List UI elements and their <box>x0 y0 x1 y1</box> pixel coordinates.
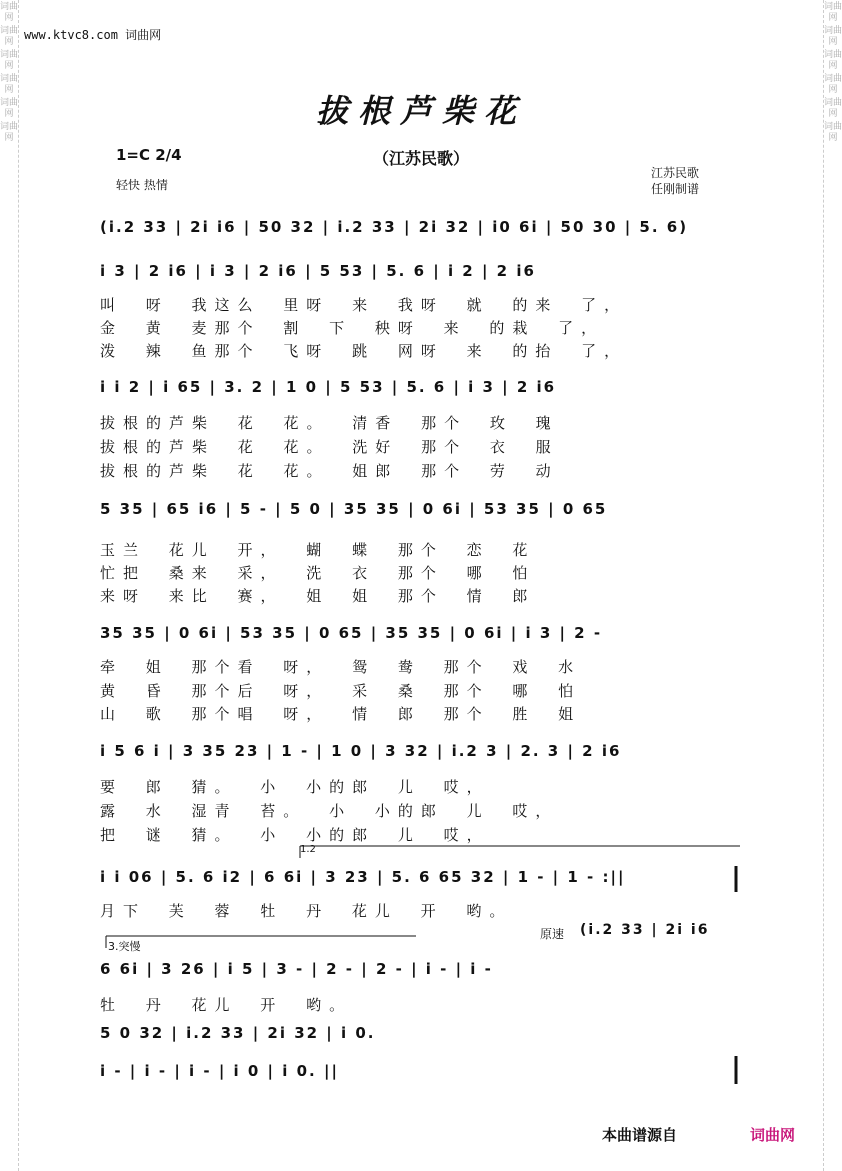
lyric-line: 山 歌 那个唱 呀， 情 郎 那个 胜 姐 <box>100 705 582 723</box>
score-row-4 <box>100 492 740 526</box>
notes: i 3 | 2 i6 | i 3 | 2 i6 | 5 53 | 5. 6 | i 2 | 2 i6 <box>100 262 536 280</box>
lyric-line: 牡 丹 花儿 开 哟。 <box>100 996 353 1014</box>
lyric-line: 月下 芙 蓉 牡 丹 花儿 开 哟。 <box>100 902 513 920</box>
notes: 5 35 | 65 i6 | 5 - | 5 0 | 35 35 | 0 6i | 53 35 | 0 65 <box>100 500 608 518</box>
volta-1-2: 1.2 <box>300 844 316 855</box>
alt-notes: (i.2 33 | 2i i6 <box>580 922 710 938</box>
lyric-line: 叫 呀 我这么 里呀 来 我呀 就 的来 了， <box>100 296 628 314</box>
key-signature: 1=C 2/4 <box>116 146 182 164</box>
lyric-line: 泼 辣 鱼那个 飞呀 跳 网呀 来 的抬 了， <box>100 342 628 360</box>
tempo-primo: 原速 <box>540 927 565 941</box>
score-row-8 <box>100 952 740 986</box>
lyric-line: 牵 姐 那个看 呀， 鸳 鸯 那个 戏 水 <box>100 658 582 676</box>
page-title: 拔根芦柴花 <box>315 92 526 130</box>
footer-source-label: 本曲谱源自 <box>602 1126 678 1144</box>
lyric-line: 把 谜 猜。 小 小的郎 儿 哎， <box>100 826 490 844</box>
notes: 35 35 | 0 6i | 53 35 | 0 65 | 35 35 | 0 6i | i 3 | 2 - <box>100 624 603 642</box>
notes: 5 0 32 | i.2 33 | 2i 32 | i 0. <box>100 1024 376 1042</box>
lyric-line: 露 水 湿青 苔。 小 小的郎 儿 哎， <box>100 802 559 820</box>
notes: i i 2 | i 65 | 3. 2 | 1 0 | 5 53 | 5. 6 | i 3 | 2 i6 <box>100 378 557 396</box>
score-row-2 <box>100 254 740 288</box>
score-row-6 <box>100 734 740 768</box>
score-row-7 <box>100 860 740 894</box>
source-url: www.ktvc8.com 词曲网 <box>24 28 162 42</box>
notes: (i.2 33 | 2i i6 | 50 32 | i.2 33 | 2i 32 | i0 6i | 50 30 | 5. 6) <box>100 218 689 236</box>
notes: i 5 6 i | 3 35 23 | 1 - | 1 0 | 3 32 | i.2 3 | 2. 3 | 2 i6 <box>100 742 622 760</box>
right-margin-watermark: 词曲网 词曲网 词曲网 词曲网 词曲网 词曲网 <box>823 0 842 1171</box>
tempo-marking: 轻快 热情 <box>116 178 168 192</box>
volta-3: 3.突慢 <box>108 940 141 953</box>
score-row-9-lower <box>100 1054 740 1088</box>
score-row-5 <box>100 616 740 650</box>
lyric-line: 金 黄 麦那个 割 下 秧呀 来 的栽 了， <box>100 319 605 337</box>
lyric-line: 拔根的芦柴 花 花。 洗好 那个 衣 服 <box>100 438 559 456</box>
lyric-line: 拔根的芦柴 花 花。 清香 那个 玫 瑰 <box>100 414 559 432</box>
lyric-line: 拔根的芦柴 花 花。 姐郎 那个 劳 动 <box>100 462 559 480</box>
lyric-line: 黄 昏 那个后 呀， 采 桑 那个 哪 怕 <box>100 682 582 700</box>
lyric-line: 忙把 桑来 采， 洗 衣 那个 哪 怕 <box>100 564 536 582</box>
lyric-line: 要 郎 猜。 小 小的郎 儿 哎， <box>100 778 490 796</box>
notes: 6 6i | 3 26 | i 5 | 3 - | 2 - | 2 - | i - | i - <box>100 960 493 978</box>
credit-origin: 江苏民歌 <box>651 166 700 180</box>
left-margin-watermark: 词曲网 词曲网 词曲网 词曲网 词曲网 词曲网 <box>0 0 19 1171</box>
score-row-3 <box>100 370 740 404</box>
score-row-1 <box>100 210 740 244</box>
lyric-line: 玉兰 花儿 开， 蝴 蝶 那个 恋 花 <box>100 541 536 559</box>
lyric-line: 来呀 来比 赛， 姐 姐 那个 情 郎 <box>100 587 536 605</box>
score-row-9-upper <box>100 1016 740 1050</box>
notes: i - | i - | i - | i 0 | i 0. || <box>100 1062 339 1080</box>
notes: i i 06 | 5. 6 i2 | 6 6i | 3 23 | 5. 6 65 32 | 1 - | 1 - :|| <box>100 868 626 886</box>
subtitle: （江苏民歌） <box>372 149 469 168</box>
credit-arranger: 任刚制谱 <box>651 182 700 196</box>
footer-site-link[interactable]: 词曲网 <box>750 1126 796 1144</box>
